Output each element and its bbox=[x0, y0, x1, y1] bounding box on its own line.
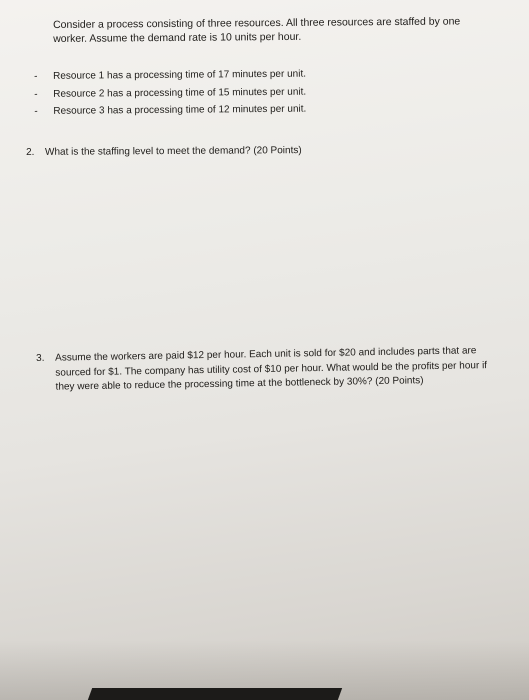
background-surface bbox=[88, 688, 342, 700]
resource-list bbox=[34, 64, 474, 120]
resource-3-text: Resource 3 has a processing time of 12 minutes per unit. bbox=[53, 103, 307, 117]
resource-2-text: Resource 2 has a processing time of 15 minutes per unit. bbox=[53, 86, 307, 100]
resource-1-text: Resource 1 has a processing time of 17 minutes per unit. bbox=[53, 68, 307, 82]
intro-paragraph: Consider a process consisting of three resources. All three resources are staffed by one worker. Assume the demand rate is 10 units per hour. bbox=[53, 15, 461, 45]
question-3-text: Assume the workers are paid $12 per hour. Each unit is sold for $20 and includes parts that are sourced for $1. The company has utility cost of $10 per hour. What would be the profits per hour if they were able to reduce the processing time at the bottleneck by 30%? (20 Points) bbox=[55, 345, 488, 393]
bullet-dash: - bbox=[34, 70, 38, 82]
question-2 bbox=[26, 143, 486, 160]
bullet-dash: - bbox=[34, 88, 38, 100]
question-3 bbox=[36, 344, 497, 396]
question-2-text: What is the staffing level to meet the demand? (20 Points) bbox=[45, 145, 302, 158]
bullet-dash: - bbox=[34, 105, 38, 117]
question-3-number: 3. bbox=[36, 352, 45, 364]
question-2-number: 2. bbox=[26, 146, 35, 158]
list-item bbox=[34, 99, 474, 120]
